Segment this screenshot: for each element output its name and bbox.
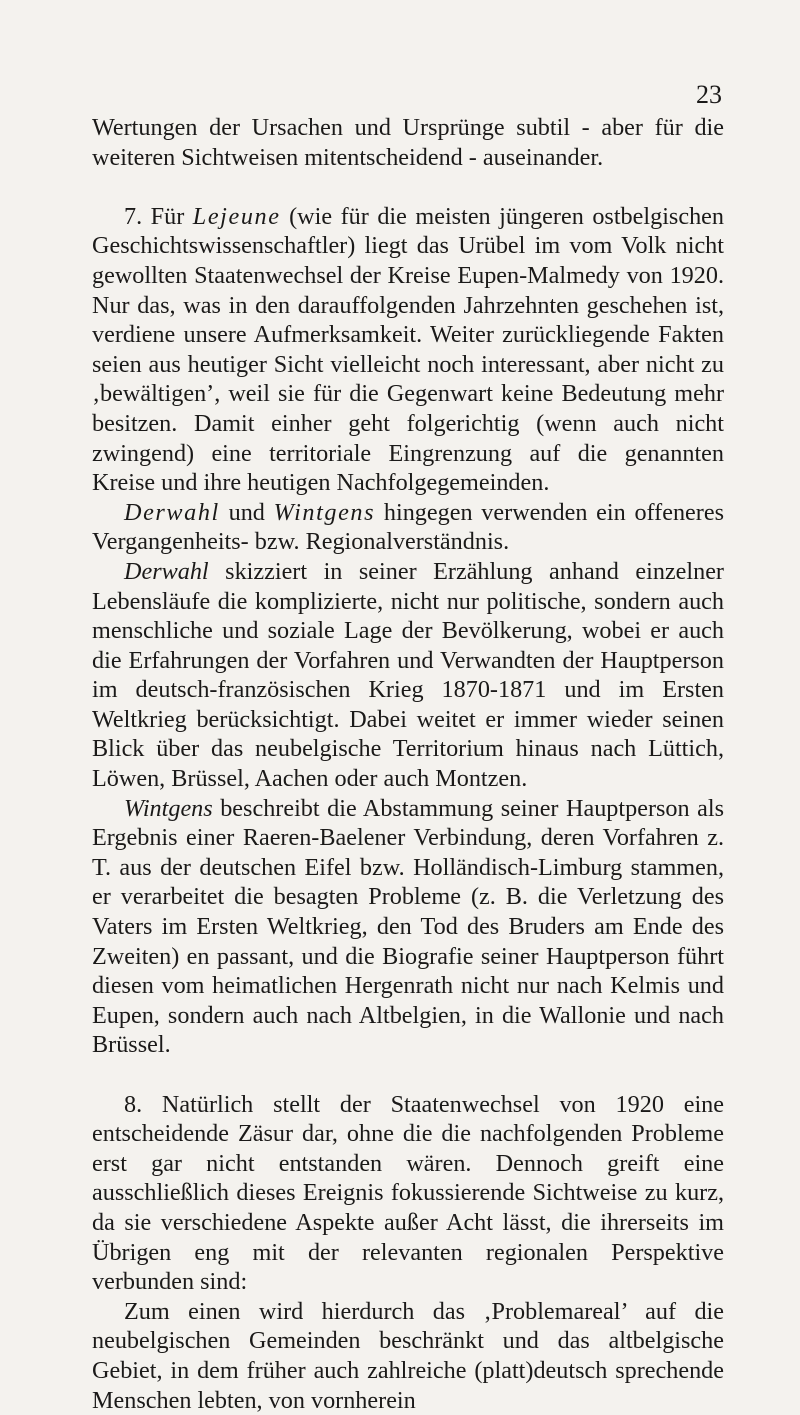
paragraph-9: Zum einen wird hierdurch das ‚Problemareal’ auf die neubelgischen Gemeinden beschränkt und das altbelgische Gebiet, in dem früher auch zahlreiche (platt)deutsch sprechende Menschen lebten, von vornherein [92,1297,724,1414]
paragraph-7d-text: beschreibt die Abstammung seiner Hauptperson als Ergebnis einer Raeren-Baelener Verbindung, deren Vorfahren z. T. aus der deutschen Eifel bzw. Holländisch-Limburg stammen, er verarbeitet die besagten Probleme (z. B. die Verletzung des Vaters im Ersten Weltkrieg, den Tod des Bruders am Ende des Zweiten) en passant, und die Biografie seiner Hauptperson führt diesen vom heimatlichen Hergenrath nicht nur nach Kelmis und Eupen, sondern auch nach Altbelgien, in die Wallonie und nach Brüssel. [92,794,724,1059]
paragraph-7-text: (wie für die meisten jüngeren ostbelgischen Geschichtswissenschaftler) liegt das Urübel im vom Volk nicht gewollten Staatenwechsel der Kreise Eupen-Malmedy von 1920. Nur das, was in den darauffolgenden Jahrzehnten geschehen ist, verdiene unsere Aufmerksamkeit. Weiter zurückliegende Fakten seien aus heutiger Sicht vielleicht noch interessant, aber nicht zu ‚bewältigen’, weil sie für die Gegenwart keine Bedeutung mehr besitzen. Damit einher geht folgerichtig (wenn auch nicht zwingend) eine territoriale Eingrenzung auf die genannten Kreise und ihre heutigen Nachfolgegemeinden. [92,202,724,497]
author-name-wintgens: Wintgens [273,498,376,526]
paragraph-7-lead: 7. Für [124,202,193,230]
paragraph-7c [92,557,724,794]
author-name-derwahl: Derwahl [124,498,220,526]
paragraph-continuation: Wertungen der Ursachen und Ursprünge subtil - aber für die weiteren Sichtweisen mitentscheidend - auseinander. [92,114,724,171]
paragraph-7 [92,202,724,498]
paragraph-7d [92,794,724,1060]
paragraph-7c-text: skizziert in seiner Erzählung anhand einzelner Lebensläufe die komplizierte, nicht nur politische, sondern auch menschliche und soziale Lage der Bevölkerung, wobei er auch die Erfahrungen der Vorfahren und Verwandten der Hauptperson im deutsch-französischen Krieg 1870-1871 und im Ersten Weltkrieg berücksichtigt. Dabei weitet er immer wieder seinen Blick über das neubelgische Territorium hinaus nach Lüttich, Löwen, Brüssel, Aachen oder auch Montzen. [92,557,724,793]
page-number: 23 [696,80,722,109]
paragraph-8: 8. Natürlich stellt der Staatenwechsel von 1920 eine entscheidende Zäsur dar, ohne die die nachfolgenden Probleme erst gar nicht entstanden wären. Dennoch greift eine ausschließlich dieses Ereignis fokussierende Sichtweise zu kurz, da sie verschiedene Aspekte außer Acht lässt, die ihrerseits im Übrigen eng mit der relevanten regionalen Perspektive verbunden sind: [92,1090,724,1296]
author-name-derwahl: Derwahl [124,557,209,585]
paragraph-7b-text: hingegen verwenden ein offeneres Vergangenheits- bzw. Regionalverständnis. [92,498,724,556]
body-text [92,113,724,1415]
author-name-lejeune: Lejeune [192,202,281,230]
paragraph-7b-connector: und [219,498,274,526]
author-name-wintgens: Wintgens [124,794,213,822]
paragraph-7b [92,498,724,557]
